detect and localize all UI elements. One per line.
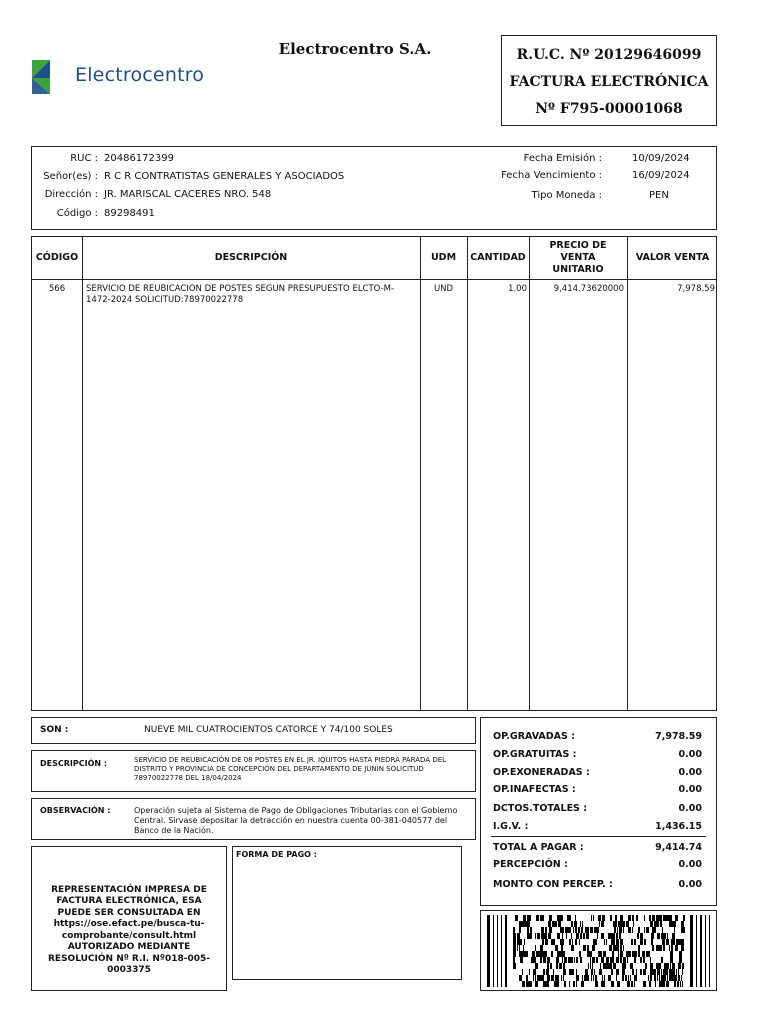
row-cantidad: 1.00 bbox=[508, 284, 527, 294]
monto-percep-value: 0.00 bbox=[678, 879, 702, 890]
observacion-box bbox=[31, 798, 476, 840]
fecha-emision-value: 10/09/2024 bbox=[632, 153, 690, 164]
items-table bbox=[31, 236, 717, 711]
ruc-label: RUC : bbox=[70, 153, 98, 164]
forma-pago-box bbox=[232, 846, 462, 980]
representacion-box bbox=[31, 846, 227, 991]
ruc-box bbox=[501, 35, 717, 126]
header-precio: PRECIO DE VENTA UNITARIO bbox=[549, 240, 607, 275]
dctos-totales-label: DCTOS.TOTALES : bbox=[493, 803, 588, 814]
op-gravadas-label: OP.GRAVADAS : bbox=[493, 731, 575, 742]
document-number: Nº F795-00001068 bbox=[535, 101, 683, 117]
descripcion-box bbox=[31, 750, 476, 792]
observacion-value: Operación sujeta al Sistema de Pago de Obligaciones Tributarias con el Gobierno Central. Sirvase depositar la detracción en nuestra cuenta 00-381-040577 del Banco de la Nación. bbox=[134, 806, 458, 835]
header-descripcion: DESCRIPCIÓN bbox=[214, 252, 288, 263]
barcode-box bbox=[480, 910, 717, 991]
op-gratuitas-value: 0.00 bbox=[678, 749, 702, 760]
codigo-value: 89298491 bbox=[104, 208, 155, 219]
header-codigo: CÓDIGO bbox=[35, 252, 79, 263]
fecha-vencimiento-label: Fecha Vencimiento : bbox=[501, 170, 602, 181]
totals-box bbox=[480, 717, 717, 906]
fecha-emision-label: Fecha Emisión : bbox=[523, 153, 602, 164]
monto-percep-label: MONTO CON PERCEP. : bbox=[493, 879, 613, 890]
direccion-label: Dirección : bbox=[44, 189, 98, 200]
electrocentro-logo-icon bbox=[30, 58, 70, 96]
row-codigo: 566 bbox=[48, 284, 66, 294]
row-precio: 9,414.73620000 bbox=[553, 284, 624, 294]
op-inafectas-label: OP.INAFECTAS : bbox=[493, 784, 576, 795]
direccion-value: JR. MARISCAL CACERES NRO. 548 bbox=[104, 189, 272, 200]
igv-label: I.G.V. : bbox=[493, 821, 529, 832]
senor-label: Señor(es) : bbox=[43, 171, 98, 182]
op-exoneradas-label: OP.EXONERADAS : bbox=[493, 767, 590, 778]
logo-text: Electrocentro bbox=[75, 64, 205, 86]
ruc-value: 20486172399 bbox=[104, 153, 174, 164]
op-gratuitas-label: OP.GRATUITAS : bbox=[493, 749, 577, 760]
representacion-text: REPRESENTACIÓN IMPRESA DE FACTURA ELECTRÓNICA, ESA PUEDE SER CONSULTADA EN https://ose.efact.pe/busca-tu-comprobante/consult.html AUTORIZADO MEDIANTE RESOLUCIÓN Nº R.I. Nº018-005-0003375 bbox=[47, 884, 210, 975]
son-value: NUEVE MIL CUATROCIENTOS CATORCE Y 74/100 SOLES bbox=[144, 725, 393, 735]
son-label: SON : bbox=[40, 725, 69, 735]
descripcion-label: DESCRIPCIÓN : bbox=[40, 759, 108, 768]
header-valor: VALOR VENTA bbox=[635, 252, 710, 263]
moneda-value: PEN bbox=[649, 190, 669, 201]
company-logo bbox=[30, 58, 220, 96]
op-gravadas-value: 7,978.59 bbox=[655, 731, 702, 742]
codigo-label: Código : bbox=[56, 208, 98, 219]
senor-value: R C R CONTRATISTAS GENERALES Y ASOCIADOS bbox=[104, 171, 345, 182]
row-descripcion: SERVICIO DE REUBICACION DE POSTES SEGUN PRESUPUESTO ELCTO-M-1472-2024 SOLICITUD:78970022778 bbox=[86, 284, 395, 305]
percepcion-label: PERCEPCIÓN : bbox=[493, 859, 568, 870]
header-udm: UDM bbox=[430, 252, 457, 263]
observacion-label: OBSERVACIÓN : bbox=[40, 806, 111, 815]
fecha-vencimiento-value: 16/09/2024 bbox=[632, 170, 690, 181]
row-valor: 7,978.59 bbox=[677, 284, 715, 294]
row-udm: UND bbox=[433, 284, 454, 294]
op-exoneradas-value: 0.00 bbox=[678, 767, 702, 778]
header-cantidad: CANTIDAD bbox=[470, 252, 526, 263]
company-name: Electrocentro S.A. bbox=[278, 40, 432, 58]
igv-value: 1,436.15 bbox=[655, 821, 702, 832]
dctos-totales-value: 0.00 bbox=[678, 803, 702, 814]
ruc-line: R.U.C. Nº 20129646099 bbox=[516, 47, 702, 63]
pdf417-barcode-icon bbox=[487, 915, 712, 987]
total-pagar-value: 9,414.74 bbox=[655, 842, 702, 853]
descripcion-value: SERVICIO DE REUBICACIÓN DE 08 POSTES EN EL JR. IQUITOS HASTA PIEDRA PARADA DEL DISTRITO Y PROVINCIA DE CONCEPCIÓN DEL DEPARTAMENTO DE JUNÍN SOLICITUD 78970022778 DEL 18/04/2024 bbox=[134, 756, 447, 782]
total-pagar-label: TOTAL A PAGAR : bbox=[493, 842, 584, 853]
percepcion-value: 0.00 bbox=[678, 859, 702, 870]
op-inafectas-value: 0.00 bbox=[678, 784, 702, 795]
client-info-box bbox=[31, 146, 717, 230]
document-type: FACTURA ELECTRÓNICA bbox=[509, 74, 709, 90]
forma-pago-label: FORMA DE PAGO : bbox=[236, 850, 317, 859]
moneda-label: Tipo Moneda : bbox=[531, 190, 602, 201]
son-box bbox=[31, 717, 476, 744]
